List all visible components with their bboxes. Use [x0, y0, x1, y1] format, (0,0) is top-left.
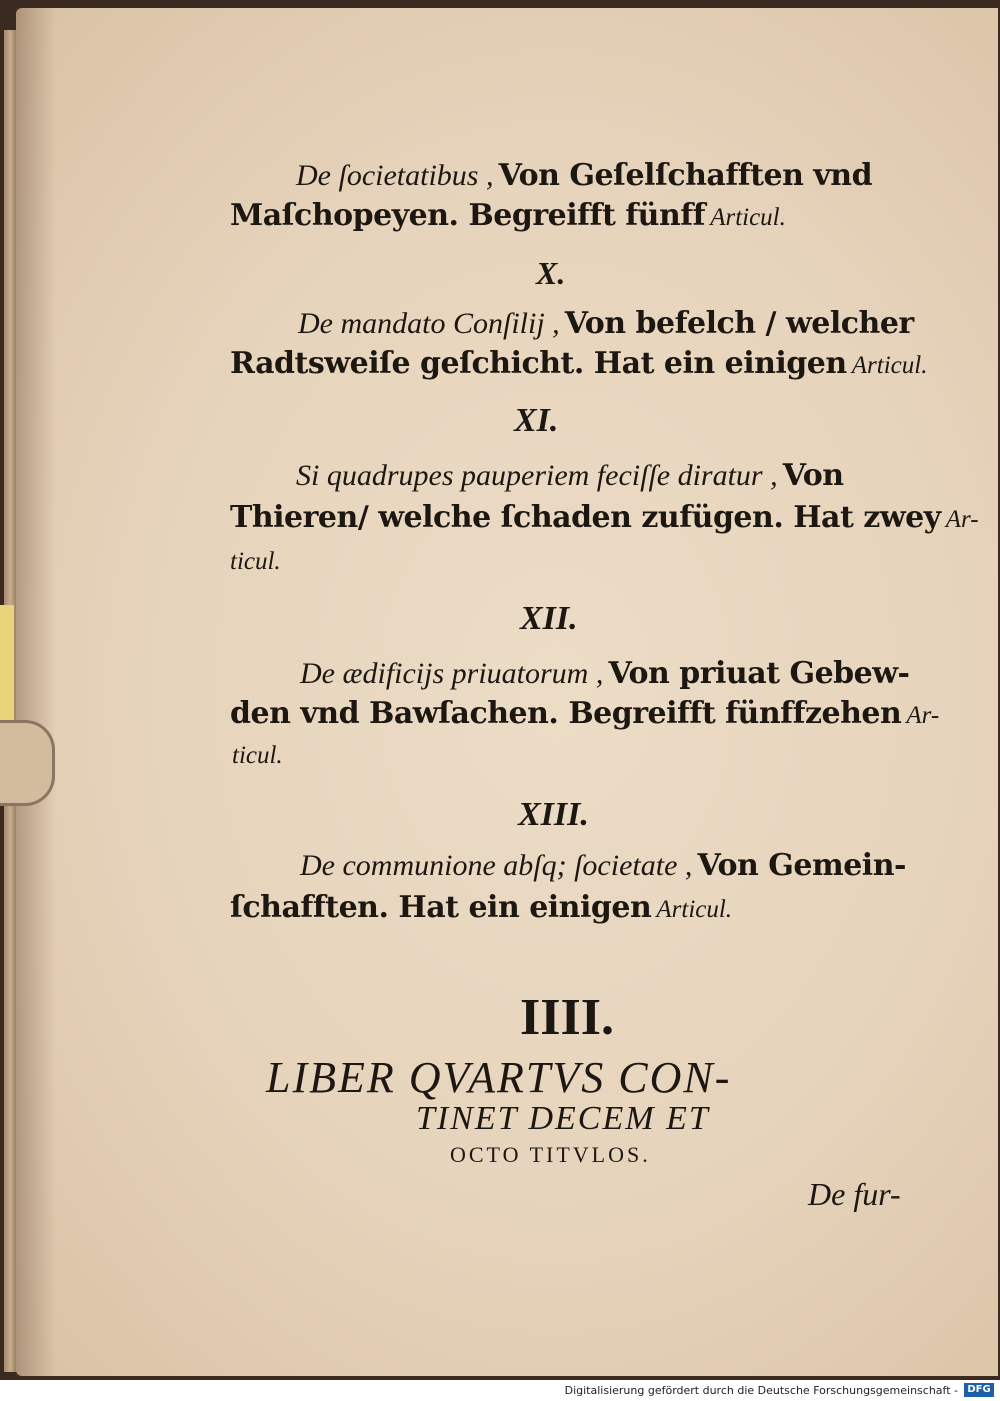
- book-title-line-2: TINET DECEM ET: [416, 1100, 710, 1137]
- clasp-loop: [0, 720, 55, 806]
- german-title-gemein: Von Gemein-: [697, 848, 906, 883]
- dfg-logo: DFG: [964, 1383, 994, 1397]
- latin-title-aedificijs: De ædificijs priuatorum ,: [300, 657, 604, 690]
- german-title-gesellschaften: Von Geſelſchafften vnd: [498, 158, 873, 193]
- bookmark-ribbon: [0, 605, 14, 725]
- german-title-gebew: Von priuat Gebew-: [608, 656, 910, 691]
- line-6: [230, 500, 979, 535]
- german-title-von: Von: [782, 458, 844, 493]
- numeral-xi: XI.: [514, 402, 559, 439]
- articul-label: Ar-: [945, 506, 979, 533]
- german-title-befelch: Von befelch / welcher: [564, 306, 914, 341]
- numeral-xiii: XIII.: [518, 796, 589, 833]
- line-8: [300, 656, 910, 691]
- german-text: ſchafften. Hat ein einigen: [230, 890, 652, 925]
- footer-bar: [0, 1380, 1000, 1401]
- german-text: den vnd Bawſachen. Begreifft fünffzehen: [230, 696, 902, 731]
- german-text: Radtsweiſe geſchicht. Hat ein einigen: [230, 346, 847, 381]
- line-5: [296, 458, 844, 493]
- gutter-shadow: [16, 8, 56, 1376]
- line-12: [230, 890, 732, 925]
- latin-title-communione: De communione abſq; ſocietate ,: [300, 849, 693, 882]
- book-title-line-3: OCTO TITVLOS.: [450, 1142, 651, 1167]
- catchword: De fur-: [808, 1176, 901, 1212]
- articul-label: Articul.: [851, 352, 928, 379]
- line-11: [300, 848, 906, 883]
- articul-continuation: ticul.: [232, 742, 283, 769]
- articul-label: Ar-: [906, 702, 940, 729]
- line-1: [296, 158, 872, 193]
- line-4: [230, 346, 927, 381]
- book-numeral-iiii: IIII.: [520, 989, 614, 1046]
- line-3: [298, 306, 914, 341]
- german-text: Thieren/ welche ſchaden zufügen. Hat zwey: [230, 500, 941, 535]
- numeral-x: X.: [536, 255, 566, 291]
- articul-continuation: ticul.: [230, 548, 281, 575]
- articul-label: Articul.: [710, 204, 786, 231]
- numeral-xii: XII.: [520, 600, 578, 637]
- latin-title-societatibus: De ſocietatibus ,: [296, 159, 494, 192]
- line-9: [230, 696, 939, 731]
- book-title-line-1: LIBER QVARTVS CON-: [266, 1053, 732, 1102]
- latin-title-quadrupes: Si quadrupes pauperiem feciſſe diratur ,: [296, 459, 778, 492]
- line-2: [230, 198, 786, 233]
- funding-notice: Digitalisierung gefördert durch die Deutsche Forschungsgemeinschaft -: [564, 1384, 958, 1397]
- articul-label: Articul.: [656, 896, 733, 923]
- german-text: Maſchopeyen. Begreifft fünff: [230, 198, 706, 233]
- latin-title-mandato: De mandato Conſilij ,: [298, 307, 560, 340]
